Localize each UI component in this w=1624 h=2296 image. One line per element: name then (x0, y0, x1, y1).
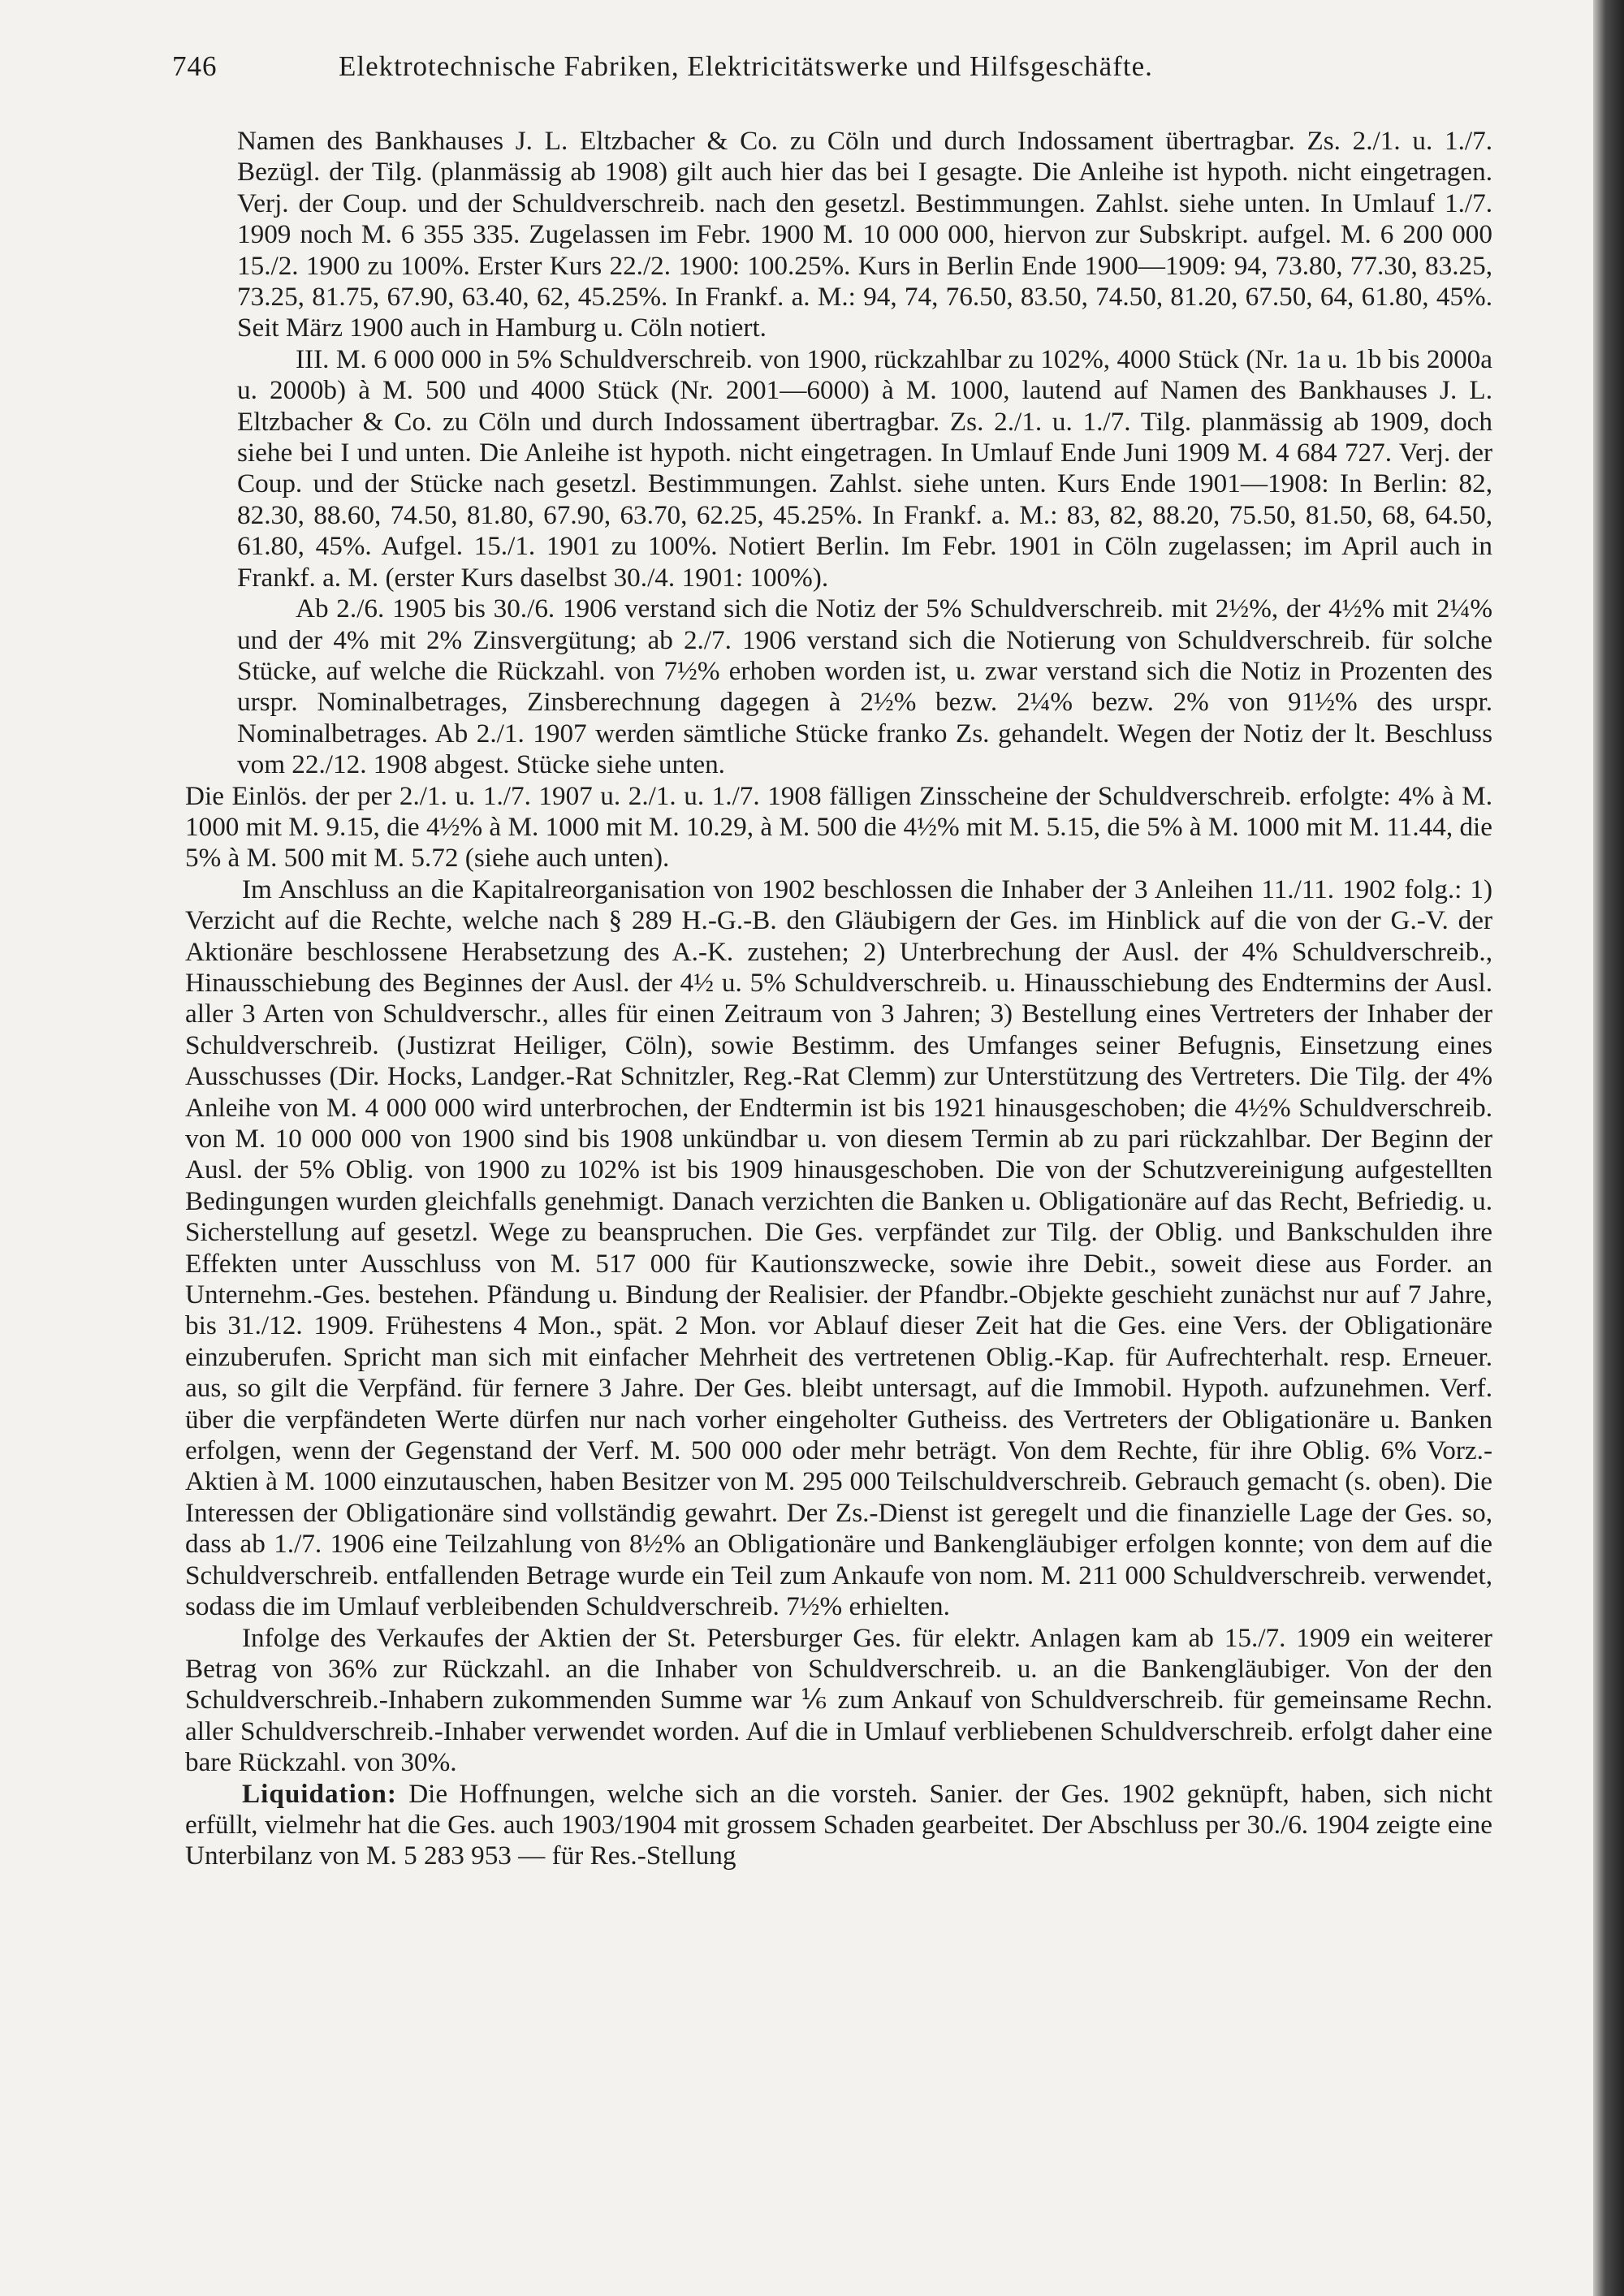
paragraph-liquidation (185, 1779, 1492, 1872)
paragraph-kapitalreorganisation: Im Anschluss an die Kapitalreorganisation von 1902 beschlossen die Inhaber der 3 Anleihen 11./11. 1902 folg.: 1) Verzicht auf die Rechte, welche nach § 289 H.-G.-B. den Gläubigern der Ges. im Hinblick auf die von der G.-V. der Aktionäre beschlossene Herabsetzung des A.-K. zustehen; 2) Unterbrechung der Ausl. der 4% Schuldverschreib., Hinausschiebung des Beginnes der Ausl. der 4½ u. 5% Schuldverschreib. u. Hinausschiebung des Endtermins der Ausl. aller 3 Arten von Schuldverschr., alles für einen Zeitraum von 3 Jahren; 3) Bestellung eines Vertreters der Inhaber der Schuldverschreib. (Justizrat Heiliger, Cöln), sowie Bestimm. des Umfanges seiner Befugnis, Einsetzung eines Ausschusses (Dir. Hocks, Landger.-Rat Schnitzler, Reg.-Rat Clemm) zur Unterstützung des Vertreters. Die Tilg. der 4% Anleihe von M. 4 000 000 wird unterbrochen, der Endtermin ist bis 1921 hinausgeschoben; die 4½% Schuldverschreib. von M. 10 000 000 von 1900 sind bis 1908 unkündbar u. von diesem Termin ab zu pari rückzahlbar. Der Beginn der Ausl. der 5% Oblig. von 1900 zu 102% ist bis 1909 hinausgeschoben. Die von der Schutzvereinigung aufgestellten Bedingungen wurden gleichfalls genehmigt. Danach verzichten die Banken u. Obligationäre auf das Recht, Befriedig. u. Sicherstellung auf gesetzl. Wege zu beanspruchen. Die Ges. verpfändet zur Tilg. der Oblig. und Bankschulden ihre Effekten unter Ausschluss von M. 517 000 für Kautionszwecke, sowie ihre Debit., soweit diese aus Forder. an Unternehm.-Ges. bestehen. Pfändung u. Bindung der Realisier. der Pfandbr.-Objekte geschieht zunächst nur auf 7 Jahre, bis 31./12. 1909. Frühestens 4 Mon., spät. 2 Mon. vor Ablauf dieser Zeit hat die Ges. eine Vers. der Obligationäre einzuberufen. Spricht man sich mit einfacher Mehrheit des vertretenen Oblig.-Kap. für Aufrechterhalt. resp. Erneuer. aus, so gilt die Verpfänd. für fernere 3 Jahre. Der Ges. bleibt untersagt, auf die Immobil. Hypoth. aufzunehmen. Verf. über die verpfändeten Werte dürfen nur nach vorher eingeholter Gutheiss. des Vertreters der Obligationäre u. Banken erfolgen, wenn der Gegenstand der Verf. M. 500 000 oder mehr beträgt. Von dem Rechte, für ihre Oblig. 6% Vorz.-Aktien à M. 1000 einzutauschen, haben Besitzer von M. 295 000 Teilschuldverschreib. Gebrauch gemacht (s. oben). Die Interessen der Obligationäre sind vollständig gewahrt. Der Zs.-Dienst ist geregelt und die finanzielle Lage der Ges. so, dass ab 1./7. 1906 eine Teilzahlung von 8½% an Obligationäre und Bankengläubiger erfolgen konnte; von dem auf die Schuldverschreib. entfallenden Betrage wurde ein Teil zum Ankaufe von nom. M. 211 000 Schuldverschreib. verwendet, sodass die im Umlauf verbleibenden Schuldverschreib. 7½% erhielten. (185, 874, 1492, 1622)
page-number: 746 (172, 50, 218, 82)
paragraph-einloesung: Die Einlös. der per 2./1. u. 1./7. 1907 u. 2./1. u. 1./7. 1908 fälligen Zinsscheine der Schuldverschreib. erfolgte: 4% à M. 1000 mit M. 9.15, die 4½% à M. 1000 mit M. 10.29, à M. 500 die 4½% mit M. 5.15, die 5% à M. 1000 mit M. 11.44, die 5% à M. 500 mit M. 5.72 (siehe auch unten). (185, 780, 1492, 874)
page-binding-edge (1593, 0, 1624, 2296)
block-anleihe-iii (185, 344, 1492, 781)
paragraph-notiz: Ab 2./6. 1905 bis 30./6. 1906 verstand sich die Notiz der 5% Schuldverschreib. mit 2½%, der 4½% mit 2¼% und der 4% mit 2% Zinsvergütung; ab 2./7. 1906 verstand sich die Notierung von Schuldverschreib. für solche Stücke, auf welche die Rückzahl. von 7½% erhoben worden ist, u. zwar verstand sich die Notiz in Prozenten des urspr. Nominalbetrages, Zinsberechnung dagegen à 2½% bezw. 2¼% bezw. 2% von 91½% des urspr. Nominalbetrages. Ab 2./1. 1907 werden sämtliche Stücke franko Zs. gehandelt. Wegen der Notiz der lt. Beschluss vom 22./12. 1908 abgest. Stücke siehe unten. (237, 593, 1492, 780)
running-title: Elektrotechnische Fabriken, Elektricitätswerke und Hilfsgeschäfte. (339, 50, 1153, 82)
liquidation-text: Die Hoffnungen, welche sich an die vorsteh. Sanier. der Ges. 1902 geknüpft, haben, sich nicht erfüllt, vielmehr hat die Ges. auch 1903/1904 mit grossem Schaden gearbeitet. Der Abschluss per 30./6. 1904 zeigte eine Unterbilanz von M. 5 283 953 — für Res.-Stellung (185, 1778, 1493, 1871)
paragraph-verkauf-aktien: Infolge des Verkaufes der Aktien der St. Petersburger Ges. für elektr. Anlagen kam ab 15./7. 1909 ein weiterer Betrag von 36% zur Rückzahl. an die Inhaber von Schuldverschreib. u. an die Bankengläubiger. Von der den Schuldverschreib.-Inhabern zukommenden Summe war ⅙ zum Ankauf von Schuldverschreib. für gemeinsame Rechn. aller Schuldverschreib.-Inhaber verwendet worden. Auf die in Umlauf verbliebenen Schuldverschreib. erfolgt daher eine bare Rückzahl. von 30%. (185, 1622, 1492, 1778)
paragraph-anleihe-iii: III. M. 6 000 000 in 5% Schuldverschreib. von 1900, rückzahlbar zu 102%, 4000 Stück (Nr. 1a u. 1b bis 2000a u. 2000b) à M. 500 und 4000 Stück (Nr. 2001—6000) à M. 1000, lautend auf Namen des Bankhauses J. L. Eltzbacher & Co. zu Cöln und durch Indossament übertragbar. Zs. 2./1. u. 1./7. Tilg. planmässig ab 1909, doch siehe bei I und unten. Die Anleihe ist hypoth. nicht eingetragen. In Umlauf Ende Juni 1909 M. 4 684 727. Verj. der Coup. und der Stücke nach gesetzl. Bestimmungen. Zahlst. siehe unten. Kurs Ende 1901—1908: In Berlin: 82, 82.30, 88.60, 74.50, 81.80, 67.90, 63.70, 62.25, 45.25%. In Frankf. a. M.: 83, 82, 88.20, 75.50, 81.50, 68, 64.50, 61.80, 45%. Aufgel. 15./1. 1901 zu 100%. Notiert Berlin. Im Febr. 1901 in Cöln zugelassen; im April auch in Frankf. a. M. (erster Kurs daselbst 30./4. 1901: 100%). (237, 343, 1492, 593)
body-text (185, 126, 1492, 1872)
paragraph-anleihe-ii-continued: Namen des Bankhauses J. L. Eltzbacher & Co. zu Cöln und durch Indossament übertragbar. Zs. 2./1. u. 1./7. Bezügl. der Tilg. (planmässig ab 1908) gilt auch hier das bei I gesagte. Die Anleihe ist hypoth. nicht eingetragen. Verj. der Coup. und der Schuldverschreib. nach den gesetzl. Bestimmungen. Zahlst. siehe unten. In Umlauf 1./7. 1909 noch M. 6 355 335. Zugelassen im Febr. 1900 M. 10 000 000, hiervon zur Subskript. aufgel. M. 6 200 000 15./2. 1900 zu 100%. Erster Kurs 22./2. 1900: 100.25%. Kurs in Berlin Ende 1900—1909: 94, 73.80, 77.30, 83.25, 73.25, 81.75, 67.90, 63.40, 62, 45.25%. In Frankf. a. M.: 94, 74, 76.50, 83.50, 74.50, 81.20, 67.50, 64, 61.80, 45%. Seit März 1900 auch in Hamburg u. Cöln notiert. (237, 126, 1492, 343)
liquidation-heading: Liquidation: (242, 1778, 397, 1809)
